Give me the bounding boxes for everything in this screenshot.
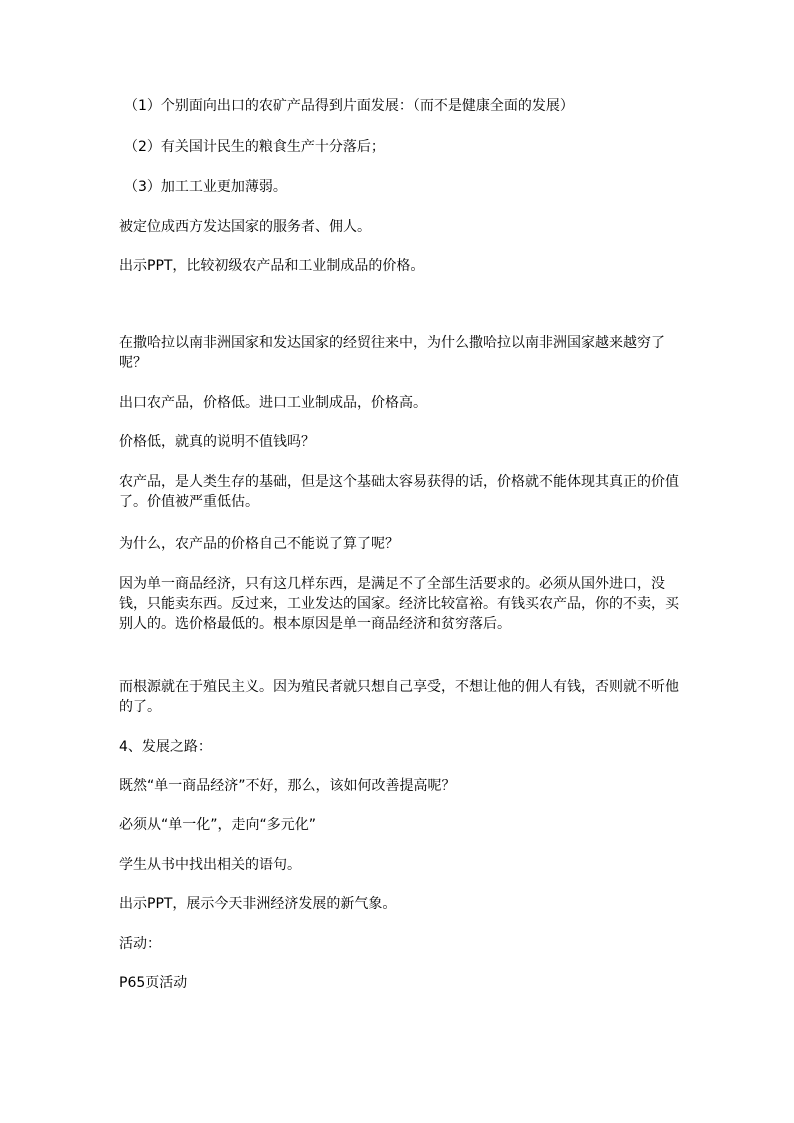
paragraph-agri-value: 农产品，是人类生存的基础，但是这个基础太容易获得的话，价格就不能体现其真正的价值了。价值被严重低估。 — [119, 474, 679, 510]
paragraph-export-import: 出口农产品，价格低。进口工业制成品，价格高。 — [119, 395, 427, 411]
heading-development-path: 4、发展之路： — [119, 739, 212, 755]
paragraph-page-activity: P65页活动 — [119, 975, 188, 991]
paragraph-ppt-new-look: 出示PPT，展示今天非洲经济发展的新气象。 — [119, 896, 397, 912]
paragraph-point-1: （1）个别面向出口的农矿产品得到片面发展：（而不是健康全面的发展） — [124, 98, 574, 114]
paragraph-servant-role: 被定位成西方发达国家的服务者、佣人。 — [119, 219, 371, 235]
paragraph-point-3: （3）加工工业更加薄弱。 — [124, 179, 287, 195]
paragraph-question-value: 价格低，就真的说明不值钱吗？ — [119, 434, 315, 450]
heading-activity: 活动： — [119, 936, 161, 952]
paragraph-colonialism: 而根源就在于殖民主义。因为殖民者就只想自己享受，不想让他的佣人有钱，否则就不听他的了。 — [119, 679, 679, 715]
paragraph-diversify: 必须从“单一化”，走向“多元化” — [119, 817, 317, 833]
paragraph-ppt-price-compare: 出示PPT，比较初级农产品和工业制成品的价格。 — [119, 258, 425, 274]
paragraph-question-improve: 既然“单一商品经济”不好，那么，该如何改善提高呢？ — [119, 778, 456, 794]
paragraph-question-poverty: 在撒哈拉以南非洲国家和发达国家的经贸往来中，为什么撒哈拉以南非洲国家越来越穷了呢？ — [119, 335, 665, 371]
paragraph-students-find: 学生从书中找出相关的语句。 — [119, 857, 301, 873]
paragraph-single-economy: 因为单一商品经济，只有这几样东西，是满足不了全部生活要求的。必须从国外进口，没钱，只能卖东西。反过来，工业发达的国家。经济比较富裕。有钱买农产品，你的不卖，买别人的。选价格最低的。根本原因是单一商品经济和贫穷落后。 — [119, 576, 679, 632]
paragraph-point-2: （2）有关国计民生的粮食生产十分落后； — [124, 139, 385, 155]
paragraph-question-price: 为什么，农产品的价格自己不能说了算了呢？ — [119, 536, 399, 552]
